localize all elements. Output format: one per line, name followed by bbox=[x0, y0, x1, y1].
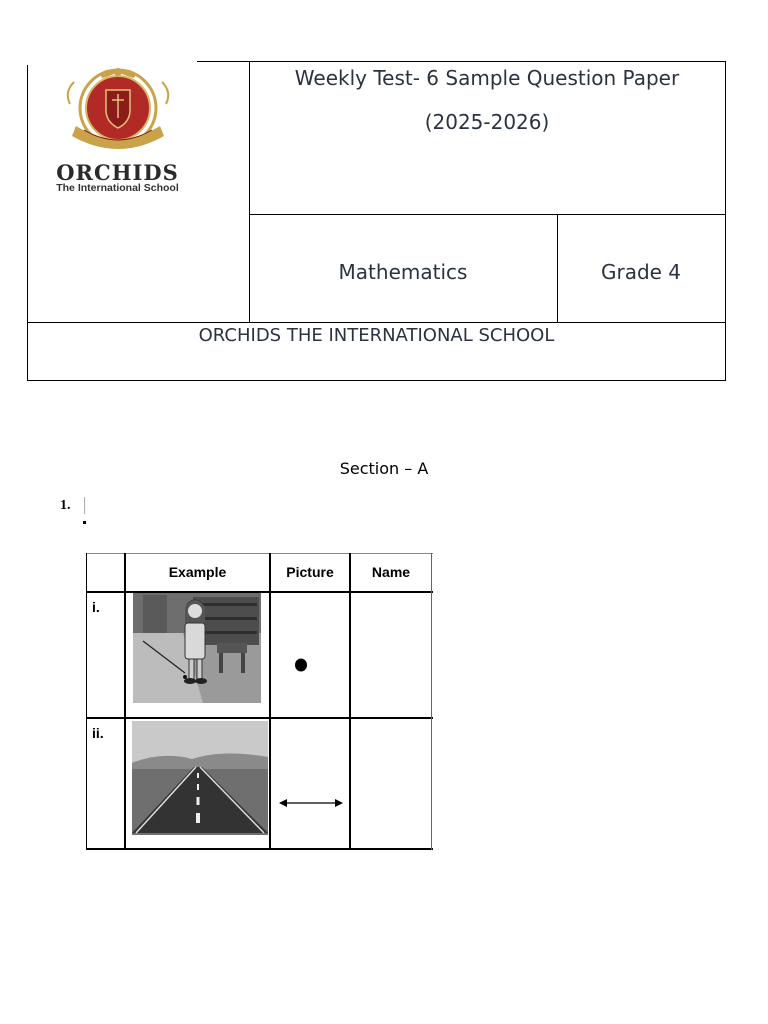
header-example: Example bbox=[168, 564, 227, 580]
logo-tagline: The International School bbox=[56, 182, 179, 194]
grade-label: Grade 4 bbox=[600, 260, 682, 284]
crest-icon bbox=[50, 64, 190, 160]
header-picture: Picture bbox=[286, 564, 334, 580]
road-image bbox=[132, 721, 268, 835]
row-label: i. bbox=[92, 599, 100, 615]
title-cell bbox=[249, 62, 725, 215]
school-logo bbox=[50, 64, 190, 192]
cut-off-text: │ bbox=[81, 497, 90, 513]
point-dot-icon bbox=[291, 653, 311, 673]
logo-name: ORCHIDS bbox=[56, 160, 179, 185]
row-label: ii. bbox=[92, 725, 104, 741]
question-table bbox=[86, 553, 433, 850]
academic-year: (2025-2026) bbox=[424, 110, 550, 134]
grade-cell bbox=[557, 214, 725, 322]
section-title: Section – A bbox=[339, 459, 429, 478]
logo-cell bbox=[28, 62, 250, 322]
header-name: Name bbox=[371, 564, 411, 580]
subject-cell bbox=[249, 214, 558, 322]
school-name: ORCHIDS THE INTERNATIONAL SCHOOL bbox=[198, 325, 555, 346]
subject-label: Mathematics bbox=[338, 260, 468, 284]
cut-off-mark bbox=[83, 521, 86, 524]
question-number: 1. bbox=[60, 498, 71, 513]
school-row bbox=[28, 322, 725, 380]
girl-with-ball-image bbox=[133, 593, 261, 703]
line-arrows-icon bbox=[279, 796, 343, 810]
paper-title: Weekly Test- 6 Sample Question Paper bbox=[294, 66, 680, 90]
header-box bbox=[27, 61, 726, 381]
